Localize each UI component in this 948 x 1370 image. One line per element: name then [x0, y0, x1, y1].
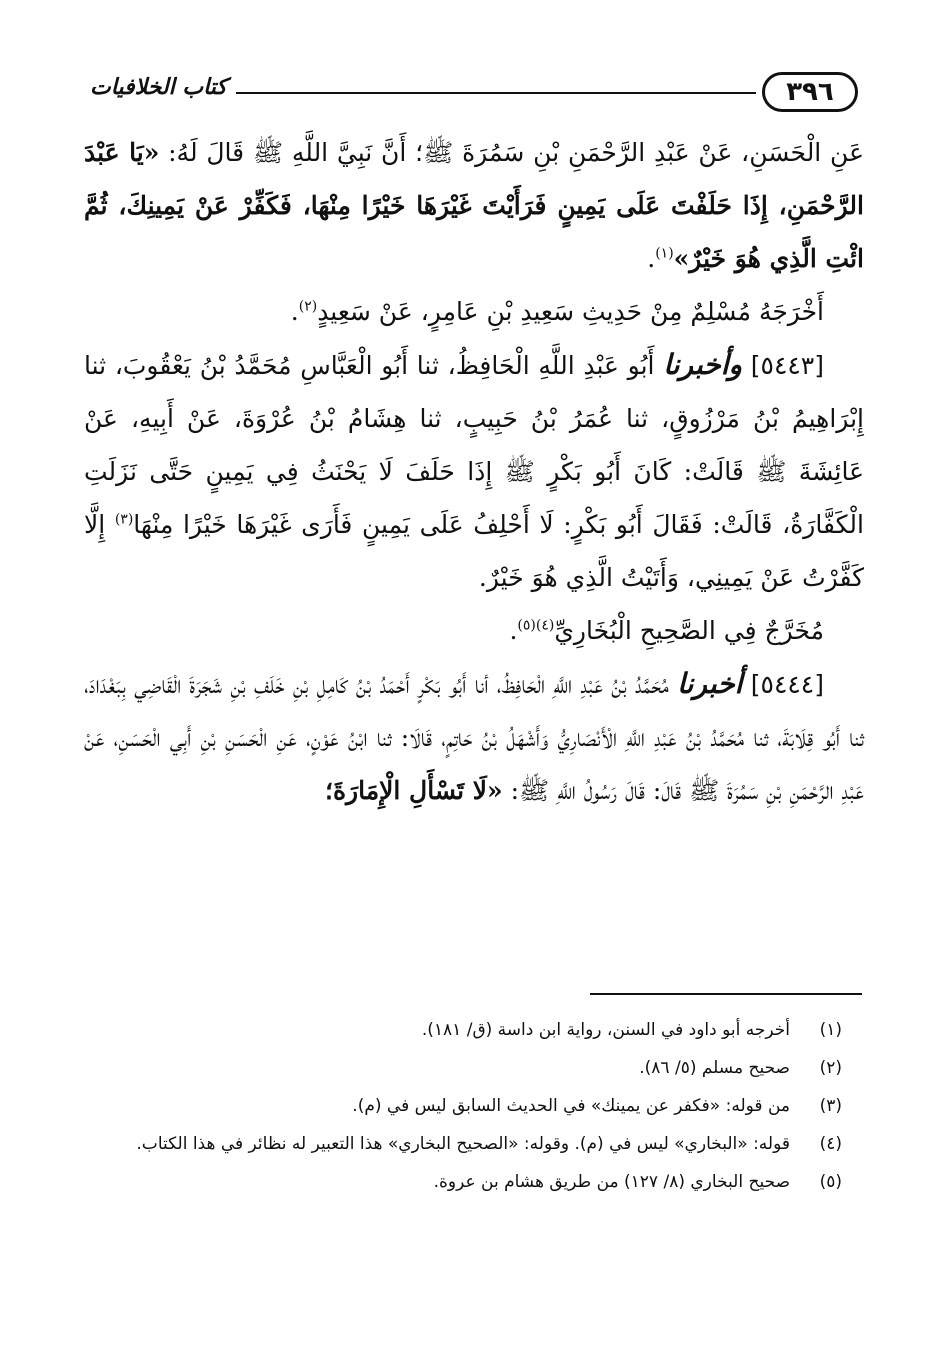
- footnote-ref-3: (٣): [114, 511, 134, 528]
- hadith-5443: [84, 338, 864, 604]
- hadith-5444: [84, 657, 864, 817]
- footnote-number: (٣): [819, 1096, 842, 1116]
- hadith-5443-text-b: إِلَّا كَفَّرْتُ عَنْ يَمِينِي، وَأَتَيْتُ الَّذِي هُوَ خَيْرٌ.: [84, 510, 864, 592]
- footnote-ref-2: (٢): [298, 298, 318, 315]
- footnote-text: صحيح مسلم (٥/ ٨٦).: [639, 1058, 790, 1078]
- footnotes: [96, 1012, 842, 1202]
- page-header: [90, 72, 858, 116]
- paragraph-4-end: .: [509, 616, 518, 645]
- akhbarana-5443: وأخبرنا: [663, 348, 743, 381]
- page-number: ٣٩٦: [762, 72, 858, 112]
- paragraph-1-intro: عَنِ الْحَسَنِ، عَنْ عَبْدِ الرَّحْمَنِ بْنِ سَمُرَةَ ﷺ؛ أَنَّ نَبِيَّ اللَّهِ ﷺ قَالَ لَهُ:: [159, 138, 864, 167]
- paragraph-2: [84, 285, 864, 338]
- footnote-text: صحيح البخاري (٨/ ١٢٧) من طريق هشام بن عروة.: [433, 1172, 790, 1192]
- footnote-text: قوله: «البخاري» ليس في (م). وقوله: «الصحيح البخاري» هذا التعبير له نظائر في هذا الكتاب.: [136, 1134, 790, 1154]
- hadith-number-5444: [٥٤٤٤]: [750, 670, 824, 699]
- footnote-number: (٥): [819, 1172, 842, 1192]
- footnote-number: (١): [819, 1020, 842, 1040]
- paragraph-1-end: .: [647, 244, 656, 273]
- hadith-5444-text: مُحَمَّدُ بْنُ عَبْدِ اللَّهِ الْحَافِظُ، أنا أَبُو بَكْرٍ أَحْمَدُ بْنُ كَامِلِ بْنِ خَلَفِ بْنِ شَجَرَةَ الْقَاضِي بِبَغْدَادَ، ثنا أَبُو قِلَابَةَ، ثنا مُحَمَّدُ بْنُ عَبْدِ اللَّهِ الْأَنْصَارِيُّ وَأَشْهَلُ بْنُ حَاتِمٍ، قَالَا: ثنا ابْنُ عَوْنٍ، عَنِ الْحَسَنِ بْنِ أَبِي الْحَسَنِ، عَنْ عَبْدِ الرَّحْمَنِ بْنِ سَمُرَةَ ﷺ قَالَ: قَالَ رَسُولُ اللَّهِ ﷺ:: [84, 670, 864, 805]
- footnote-1: [96, 1012, 842, 1048]
- footnote-ref-4-5: (٤)(٥): [517, 617, 555, 634]
- header-rule: [236, 92, 756, 94]
- paragraph-1: [84, 126, 864, 285]
- footnote-ref-1: (١): [655, 245, 674, 262]
- footnote-text: أخرجه أبو داود في السنن، رواية ابن داسة (ق/ ١٨١).: [421, 1020, 790, 1040]
- main-text: [84, 126, 864, 817]
- hadith-number-5443: [٥٤٤٣]: [750, 351, 824, 380]
- hadith-5443-text-a: أَبُو عَبْدِ اللَّهِ الْحَافِظُ، ثنا أَبُو الْعَبَّاسِ مُحَمَّدُ بْنُ يَعْقُوبَ، ثنا إِبْرَاهِيمُ بْنُ مَرْزُوقٍ، ثنا عُمَرُ بْنُ حَبِيبٍ، ثنا هِشَامُ بْنُ عُرْوَةَ، عَنْ أَبِيهِ، عَنْ عَائِشَةَ ﷺ قَالَتْ: كَانَ أَبُو بَكْرٍ ﷺ إِذَا حَلَفَ لَا يَحْنَثُ فِي يَمِينٍ حَتَّى نَزَلَتِ الْكَفَّارَةُ، قَالَتْ: فَقَالَ أَبُو بَكْرٍ: لَا أَحْلِفُ عَلَى يَمِينٍ فَأَرَى غَيْرَهَا خَيْرًا مِنْهَا: [84, 351, 864, 539]
- footnote-3: [96, 1088, 842, 1124]
- footnote-number: (٢): [819, 1058, 842, 1078]
- prophet-quote-2: «لَا تَسْأَلِ الْإِمَارَةَ؛: [325, 776, 503, 805]
- akhbarana-5444: أخبرنا: [677, 667, 743, 700]
- footnote-4: [96, 1126, 842, 1162]
- footnote-separator: [590, 993, 862, 995]
- footnote-number: (٤): [819, 1134, 842, 1154]
- prophet-quote-1: «يَا عَبْدَ الرَّحْمَنِ، إِذَا حَلَفْتَ عَلَى يَمِينٍ فَرَأَيْتَ غَيْرَهَا خَيْرًا مِنْهَا، فَكَفِّرْ عَنْ يَمِينِكَ، ثُمَّ ائْتِ الَّذِي هُوَ خَيْرٌ»: [84, 138, 864, 273]
- footnote-5: [96, 1164, 842, 1200]
- book-title: كتاب الخلافيات: [90, 74, 227, 100]
- paragraph-4-text: مُخَرَّجٌ فِي الصَّحِيحِ الْبُخَارِيِّ: [554, 616, 824, 645]
- paragraph-2-text: أَخْرَجَهُ مُسْلِمٌ مِنْ حَدِيثِ سَعِيدِ بْنِ عَامِرٍ، عَنْ سَعِيدٍ: [317, 297, 824, 326]
- paragraph-4: [84, 604, 864, 657]
- paragraph-2-end: .: [290, 297, 299, 326]
- footnote-text: من قوله: «فكفر عن يمينك» في الحديث السابق ليس في (م).: [352, 1096, 790, 1116]
- footnote-2: [96, 1050, 842, 1086]
